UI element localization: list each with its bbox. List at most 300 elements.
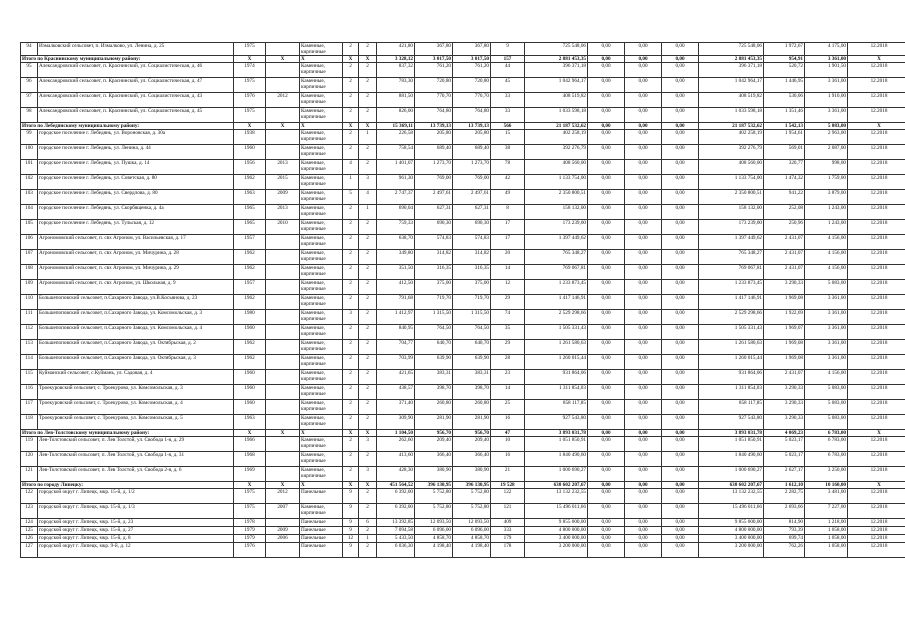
max-unit-cost-cell: 6 783,00	[805, 452, 848, 467]
row-number-cell: 121	[21, 467, 38, 482]
address-cell: Александровский сельсовет, п. Краснинский, ул. Социалистическая, д. 47	[38, 78, 234, 93]
budget-cell: 0,00	[625, 205, 662, 220]
residents-cell: 15	[491, 130, 525, 145]
budget-cell: 0,00	[625, 489, 662, 504]
local-budget-cell: 0,00	[662, 108, 699, 123]
year-overhaul-cell: 2009	[266, 190, 300, 205]
residents-cell: 333	[491, 527, 525, 535]
area-cell: 4 858,70	[415, 535, 453, 543]
entrances-cell: 2	[359, 63, 377, 78]
row-number-cell: 109	[21, 280, 38, 295]
max-unit-cost-cell: 1 058,00	[805, 535, 848, 543]
local-budget-cell: 0,00	[662, 415, 699, 430]
residential-area-cell: 2 497,61	[453, 190, 491, 205]
row-number-cell: 94	[21, 43, 38, 56]
address-cell: Итого по городу Липецку:	[21, 482, 234, 489]
local-budget-cell: 0,00	[662, 250, 699, 265]
fund-cell: 0,00	[588, 355, 625, 370]
residents-cell: 33	[491, 93, 525, 108]
local-budget-cell: 0,00	[662, 295, 699, 310]
total-area-cell: 349,80	[377, 250, 415, 265]
wall-material-cell: Каменные, кирпичные	[300, 310, 343, 325]
fund-cell: 0,00	[588, 265, 625, 280]
table-row	[21, 160, 905, 175]
deadline-cell: 12.2018	[848, 415, 905, 430]
unit-cost-cell: 1 542,13	[764, 123, 805, 130]
fund-cell: 0,00	[588, 108, 625, 123]
entrances-cell: 2	[359, 527, 377, 535]
address-cell: Лев-Толстовский сельсовет, п. Лев Толстой, ул. Свобода 2-я, д. 6	[38, 467, 234, 482]
max-unit-cost-cell: 1 901,50	[805, 63, 848, 78]
table-row	[21, 370, 905, 385]
area-cell: 956,70	[415, 430, 453, 437]
address-cell: Итого по Лебедянскому муниципальному району:	[21, 123, 234, 130]
fund-cell: 0,00	[588, 145, 625, 160]
local-budget-cell: 0,00	[662, 160, 699, 175]
max-unit-cost-cell: 6 783,00	[805, 437, 848, 452]
budget-cell: 0,00	[625, 385, 662, 400]
fund-cell: 0,00	[588, 56, 625, 63]
year-built-cell: X	[234, 123, 266, 130]
unit-cost-cell: 1 474,32	[764, 175, 805, 190]
residential-area-cell: 12 093,50	[453, 519, 491, 527]
residents-cell: 9	[491, 43, 525, 56]
area-cell: 764,50	[415, 325, 453, 340]
year-overhaul-cell	[266, 43, 300, 56]
wall-material-cell: Каменные, кирпичные	[300, 400, 343, 415]
address-cell: Агрономовский сельсовет, п. свх Агроном, ул. Мичурина, д. 29	[38, 265, 234, 280]
total-area-cell: 262,60	[377, 437, 415, 452]
unit-cost-cell: 530,06	[764, 93, 805, 108]
row-number-cell: 101	[21, 160, 38, 175]
fund-cell: 0,00	[588, 205, 625, 220]
address-cell: городской округ г. Липецк, мкр. 15-й, д. 1/2	[38, 489, 234, 504]
owner-funds-cell: 1 260 015,44	[699, 355, 764, 370]
year-overhaul-cell: X	[266, 56, 300, 63]
cost-cell: 3 200 000,00	[525, 543, 588, 558]
fund-cell: 0,00	[588, 175, 625, 190]
unit-cost-cell: 762,26	[764, 543, 805, 558]
fund-cell: 0,00	[588, 543, 625, 558]
deadline-cell: 12.2018	[848, 280, 905, 295]
entrances-cell: X	[359, 430, 377, 437]
area-cell: 281,90	[415, 415, 453, 430]
floors-cell: 9	[343, 527, 359, 535]
table-row	[21, 415, 905, 430]
residential-area-cell: 398,70	[453, 385, 491, 400]
residential-area-cell: 383,31	[453, 370, 491, 385]
row-number-cell: 96	[21, 78, 38, 93]
local-budget-cell: 0,00	[662, 437, 699, 452]
wall-material-cell: Каменные, кирпичные	[300, 325, 343, 340]
year-overhaul-cell: X	[266, 430, 300, 437]
cost-cell: 1 311 854,03	[525, 385, 588, 400]
cost-cell: 1 000 690,27	[525, 467, 588, 482]
housing-repair-table	[20, 42, 905, 558]
residential-area-cell: 260,80	[453, 400, 491, 415]
unit-cost-cell: 520,72	[764, 63, 805, 78]
total-area-cell: 840,95	[377, 325, 415, 340]
year-built-cell: 1962	[234, 265, 266, 280]
unit-cost-cell: 699,74	[764, 535, 805, 543]
address-cell: Большепоповский сельсовет, п.Сахарного Завода, ул.В.Косьянова, д. 23	[38, 295, 234, 310]
unit-cost-cell: 320,77	[764, 160, 805, 175]
cost-cell: 725 548,06	[525, 43, 588, 56]
local-budget-cell: 0,00	[662, 280, 699, 295]
year-overhaul-cell: 2013	[266, 160, 300, 175]
area-cell: 12 093,50	[415, 519, 453, 527]
total-area-cell: 13 392,85	[377, 519, 415, 527]
area-cell: 209,40	[415, 437, 453, 452]
wall-material-cell: Каменные, кирпичные	[300, 385, 343, 400]
unit-cost-cell: 1 969,08	[764, 355, 805, 370]
year-overhaul-cell	[266, 250, 300, 265]
residential-area-cell: 764,80	[453, 108, 491, 123]
table-row	[21, 535, 905, 543]
address-cell: городское поселение г. Лебедянь, ул. Скорбященка, д. 4а	[38, 205, 234, 220]
area-cell: 6 096,00	[415, 527, 453, 535]
owner-funds-cell: 1 051 850,91	[699, 437, 764, 452]
year-built-cell: 1975	[234, 43, 266, 56]
residents-cell: 178	[491, 543, 525, 558]
budget-cell: 0,00	[625, 519, 662, 527]
floors-cell: 2	[343, 437, 359, 452]
table-row	[21, 108, 905, 123]
wall-material-cell: Каменные, кирпичные	[300, 504, 343, 519]
row-number-cell: 114	[21, 355, 38, 370]
deadline-cell: X	[848, 123, 905, 130]
row-number-cell: 102	[21, 175, 38, 190]
fund-cell: 0,00	[588, 280, 625, 295]
total-area-cell: 837,32	[377, 63, 415, 78]
entrances-cell: 2	[359, 220, 377, 235]
deadline-cell: 12.2018	[848, 145, 905, 160]
unit-cost-cell: 954,91	[764, 56, 805, 63]
residents-cell: 38	[491, 145, 525, 160]
address-cell: городской округ г. Липецк, мкр. 9-й, д. 12	[38, 543, 234, 558]
wall-material-cell: Каменные, кирпичные	[300, 78, 343, 93]
deadline-cell: 12.2018	[848, 160, 905, 175]
address-cell: городской округ г. Липецк, мкр. 15-й, д. 1/3	[38, 504, 234, 519]
table-row	[21, 527, 905, 535]
cost-cell: 13 132 232,55	[525, 489, 588, 504]
owner-funds-cell: 408 560,00	[699, 160, 764, 175]
table-row	[21, 63, 905, 78]
budget-cell: 0,00	[625, 370, 662, 385]
address-cell: Итого по Лев-Толстовскому муниципальному району:	[21, 430, 234, 437]
residential-area-cell: 366,40	[453, 452, 491, 467]
year-overhaul-cell	[266, 78, 300, 93]
fund-cell: 0,00	[588, 504, 625, 519]
address-cell: Большепоповский сельсовет, п.Сахарного Завода, ул. Комсомольская, д. 3	[38, 310, 234, 325]
row-number-cell: 123	[21, 504, 38, 519]
table-row	[21, 43, 905, 56]
residential-area-cell: 769,00	[453, 175, 491, 190]
unit-cost-cell: 4 069,23	[764, 430, 805, 437]
address-cell: Троекуровский сельсовет, с. Троекурово, ул. Комсомольская, д. 4	[38, 400, 234, 415]
wall-material-cell: Каменные, кирпичные	[300, 280, 343, 295]
year-overhaul-cell	[266, 310, 300, 325]
floors-cell: 2	[343, 130, 359, 145]
fund-cell: 0,00	[588, 535, 625, 543]
floors-cell: 2	[343, 265, 359, 280]
table-row	[21, 325, 905, 340]
local-budget-cell: 0,00	[662, 78, 699, 93]
owner-funds-cell: 1 397 449,62	[699, 235, 764, 250]
table-row	[21, 355, 905, 370]
address-cell: Троекуровский сельсовет, с. Троекурово, ул. Комсомольская, д. 3	[38, 385, 234, 400]
max-unit-cost-cell: 3 361,00	[805, 355, 848, 370]
wall-material-cell: Каменные, кирпичные	[300, 190, 343, 205]
table-row	[21, 452, 905, 467]
entrances-cell: 2	[359, 340, 377, 355]
floors-cell: 9	[343, 519, 359, 527]
local-budget-cell: 0,00	[662, 355, 699, 370]
cost-cell: 402 258,19	[525, 130, 588, 145]
wall-material-cell: Каменные, кирпичные	[300, 265, 343, 280]
wall-material-cell: Каменные, кирпичные	[300, 295, 343, 310]
year-overhaul-cell	[266, 63, 300, 78]
area-cell: 2 497,61	[415, 190, 453, 205]
year-built-cell: 1966	[234, 437, 266, 452]
unit-cost-cell: 1 969,08	[764, 340, 805, 355]
year-overhaul-cell	[266, 452, 300, 467]
owner-funds-cell: 2 881 453,35	[699, 56, 764, 63]
unit-cost-cell: 2 431,07	[764, 235, 805, 250]
floors-cell: 9	[343, 489, 359, 504]
wall-material-cell: X	[300, 56, 343, 63]
residential-area-cell: 640,70	[453, 340, 491, 355]
year-built-cell: 1960	[234, 325, 266, 340]
year-built-cell: 1963	[234, 415, 266, 430]
budget-cell: 0,00	[625, 535, 662, 543]
floors-cell: 2	[343, 205, 359, 220]
deadline-cell: 12.2018	[848, 310, 905, 325]
year-built-cell: 1962	[234, 295, 266, 310]
row-number-cell: 122	[21, 489, 38, 504]
table-row	[21, 130, 905, 145]
cost-cell: 931 864,06	[525, 370, 588, 385]
budget-cell: 0,00	[625, 400, 662, 415]
row-number-cell: 110	[21, 295, 38, 310]
area-cell: 627,31	[415, 205, 453, 220]
floors-cell: 12	[343, 535, 359, 543]
year-overhaul-cell	[266, 235, 300, 250]
total-area-cell: 428,30	[377, 467, 415, 482]
residential-area-cell: 396 130,95	[453, 482, 491, 489]
table-row	[21, 145, 905, 160]
table-body	[21, 43, 905, 558]
cost-cell: 1 261 580,63	[525, 340, 588, 355]
year-overhaul-cell: 2006	[266, 535, 300, 543]
total-area-cell: 1 104,50	[377, 430, 415, 437]
total-area-cell: 6 392,00	[377, 504, 415, 519]
area-cell: 574,83	[415, 235, 453, 250]
budget-cell: 0,00	[625, 452, 662, 467]
row-number-cell: 125	[21, 527, 38, 535]
year-built-cell: X	[234, 56, 266, 63]
table-row	[21, 437, 905, 452]
deadline-cell: 12.2018	[848, 489, 905, 504]
fund-cell: 0,00	[588, 400, 625, 415]
row-number-cell: 103	[21, 190, 38, 205]
row-number-cell: 98	[21, 108, 38, 123]
cost-cell: 1 051 850,91	[525, 437, 588, 452]
year-built-cell: 1960	[234, 145, 266, 160]
year-built-cell: 1957	[234, 235, 266, 250]
deadline-cell: 12.2018	[848, 175, 905, 190]
fund-cell: 0,00	[588, 295, 625, 310]
area-cell: 383,31	[415, 370, 453, 385]
table-row	[21, 295, 905, 310]
area-cell: 5 752,80	[415, 504, 453, 519]
year-overhaul-cell	[266, 265, 300, 280]
year-built-cell: X	[234, 482, 266, 489]
deadline-cell: 12.2018	[848, 220, 905, 235]
entrances-cell: 2	[359, 93, 377, 108]
table-row	[21, 519, 905, 527]
budget-cell: 0,00	[625, 415, 662, 430]
table-row	[21, 190, 905, 205]
owner-funds-cell: 1 417 146,91	[699, 295, 764, 310]
residents-cell: 14	[491, 265, 525, 280]
local-budget-cell: 0,00	[662, 543, 699, 558]
max-unit-cost-cell: 4 156,00	[805, 250, 848, 265]
deadline-cell: 12.2018	[848, 535, 905, 543]
entrances-cell: 2	[359, 265, 377, 280]
area-cell: 367,80	[415, 43, 453, 56]
wall-material-cell: Каменные, кирпичные	[300, 145, 343, 160]
residents-cell: 23	[491, 370, 525, 385]
area-cell: 689,40	[415, 145, 453, 160]
owner-funds-cell: 392 276,79	[699, 145, 764, 160]
owner-funds-cell: 9 855 000,00	[699, 519, 764, 527]
residents-cell: 10	[491, 437, 525, 452]
budget-cell: 0,00	[625, 310, 662, 325]
year-built-cell: 1962	[234, 340, 266, 355]
row-number-cell: 95	[21, 63, 38, 78]
budget-cell: 0,00	[625, 430, 662, 437]
fund-cell: 0,00	[588, 437, 625, 452]
cost-cell: 158 132,00	[525, 205, 588, 220]
table-row	[21, 93, 905, 108]
deadline-cell: 12.2018	[848, 265, 905, 280]
max-unit-cost-cell: 3 361,00	[805, 340, 848, 355]
deadline-cell: 12.2018	[848, 205, 905, 220]
floors-cell: 2	[343, 452, 359, 467]
fund-cell: 0,00	[588, 430, 625, 437]
address-cell: городское поселение г. Лебедянь, ул. Советская, д. 80	[38, 175, 234, 190]
entrances-cell: 2	[359, 415, 377, 430]
max-unit-cost-cell: 3 361,00	[805, 325, 848, 340]
deadline-cell: 12.2018	[848, 130, 905, 145]
max-unit-cost-cell: 4 156,00	[805, 235, 848, 250]
entrances-cell: 2	[359, 325, 377, 340]
fund-cell: 0,00	[588, 190, 625, 205]
address-cell: Троекуровский сельсовет, с. Троекурово, ул. Комсомольская, д. 5	[38, 415, 234, 430]
cost-cell: 3 400 000,00	[525, 535, 588, 543]
residential-area-cell: 689,40	[453, 145, 491, 160]
residents-cell: 409	[491, 519, 525, 527]
year-overhaul-cell: 2012	[266, 93, 300, 108]
budget-cell: 0,00	[625, 160, 662, 175]
residential-area-cell: 574,83	[453, 235, 491, 250]
area-cell: 1 315,50	[415, 310, 453, 325]
wall-material-cell: Панельные	[300, 489, 343, 504]
owner-funds-cell: 4 800 000,00	[699, 527, 764, 535]
year-overhaul-cell: X	[266, 123, 300, 130]
owner-funds-cell: 1 261 580,63	[699, 340, 764, 355]
floors-cell: 2	[343, 355, 359, 370]
area-cell: 316,35	[415, 265, 453, 280]
deadline-cell: 12.2018	[848, 63, 905, 78]
budget-cell: 0,00	[625, 145, 662, 160]
subtotal-row	[21, 430, 905, 437]
wall-material-cell: Каменные, кирпичные	[300, 355, 343, 370]
residential-area-cell: 770,70	[453, 93, 491, 108]
residential-area-cell: 375,00	[453, 280, 491, 295]
year-overhaul-cell	[266, 108, 300, 123]
row-number-cell: 117	[21, 400, 38, 415]
max-unit-cost-cell: 998,00	[805, 160, 848, 175]
total-area-cell: 6 392,00	[377, 489, 415, 504]
unit-cost-cell: 2 431,07	[764, 250, 805, 265]
year-built-cell: 1975	[234, 489, 266, 504]
wall-material-cell: Каменные, кирпичные	[300, 250, 343, 265]
owner-funds-cell: 1 000 690,27	[699, 467, 764, 482]
area-cell: 761,20	[415, 63, 453, 78]
local-budget-cell: 0,00	[662, 63, 699, 78]
subtotal-row	[21, 123, 905, 130]
local-budget-cell: 0,00	[662, 235, 699, 250]
wall-material-cell: Каменные, кирпичные	[300, 415, 343, 430]
fund-cell: 0,00	[588, 519, 625, 527]
total-area-cell: 15 369,11	[377, 123, 415, 130]
local-budget-cell: 0,00	[662, 93, 699, 108]
wall-material-cell: X	[300, 123, 343, 130]
floors-cell: 9	[343, 543, 359, 558]
wall-material-cell: Каменные, кирпичные	[300, 43, 343, 56]
total-area-cell: 6 036,30	[377, 543, 415, 558]
owner-funds-cell: 173 239,00	[699, 220, 764, 235]
local-budget-cell: 0,00	[662, 325, 699, 340]
entrances-cell: X	[359, 56, 377, 63]
entrances-cell: 1	[359, 205, 377, 220]
unit-cost-cell: 5 023,17	[764, 437, 805, 452]
unit-cost-cell: 1 969,08	[764, 295, 805, 310]
unit-cost-cell: 569,01	[764, 145, 805, 160]
budget-cell: 0,00	[625, 325, 662, 340]
owner-funds-cell: 2 350 800,51	[699, 190, 764, 205]
address-cell: городское поселение г. Лебедянь, ул. Пушка, д. 14	[38, 160, 234, 175]
budget-cell: 0,00	[625, 43, 662, 56]
address-cell: Большепоповский сельсовет, п.Сахарного Завода, ул. Октябрьская, д. 2	[38, 340, 234, 355]
budget-cell: 0,00	[625, 78, 662, 93]
residential-area-cell: 380,90	[453, 467, 491, 482]
table-row	[21, 175, 905, 190]
year-overhaul-cell	[266, 385, 300, 400]
owner-funds-cell: 858 117,85	[699, 400, 764, 415]
local-budget-cell: 0,00	[662, 56, 699, 63]
total-area-cell: 758,54	[377, 145, 415, 160]
floors-cell: 2	[343, 78, 359, 93]
year-built-cell: 1962	[234, 175, 266, 190]
deadline-cell: 12.2018	[848, 340, 905, 355]
local-budget-cell: 0,00	[662, 205, 699, 220]
floors-cell: X	[343, 56, 359, 63]
table-row	[21, 467, 905, 482]
residents-cell: 157	[491, 56, 525, 63]
